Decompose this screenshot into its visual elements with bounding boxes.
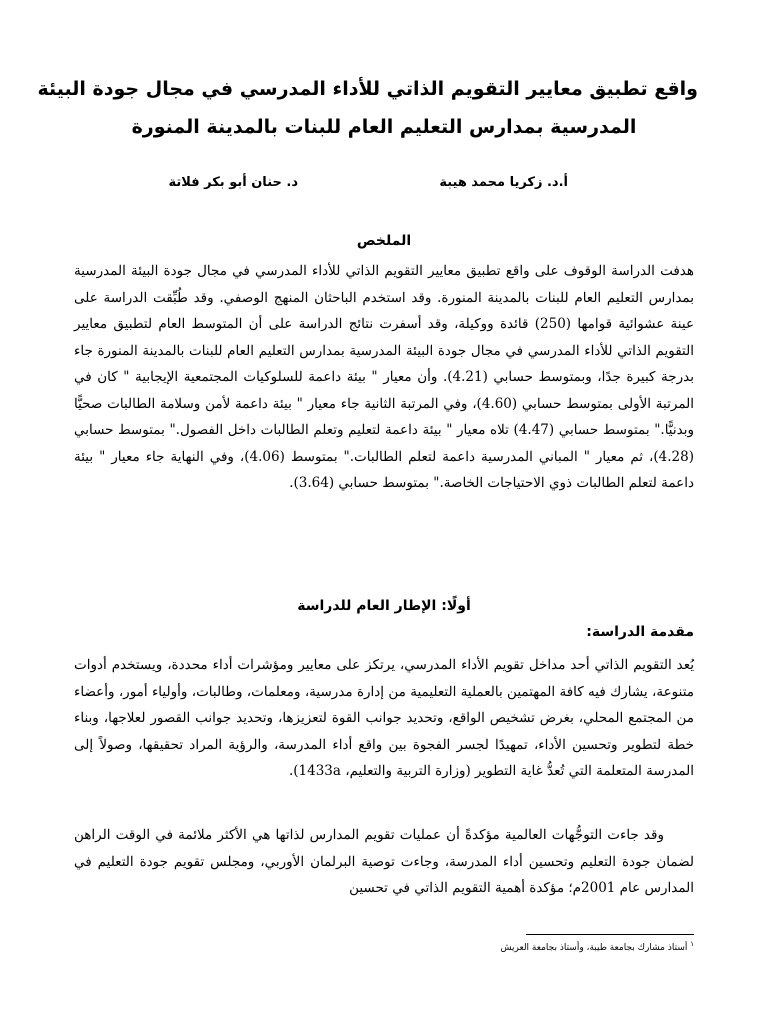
footnote (501, 940, 694, 953)
section-heading: أولًا: الإطار العام للدراسة (297, 598, 471, 614)
intro-subheading: مقدمة الدراسة: (586, 624, 694, 640)
intro-paragraph-2: وقد جاءت التوجُّهات العالمية مؤكدةً أن عمليات تقويم المدارس لذاتها هي الأكثر ملائمة في الوقت الراهن لضمان جودة التعليم وتحسين أداء المدرسة، وجاءت توصية البرلمان الأوربي، ومجلس تقويم جودة التعليم في المدارس عام 2001م؛ مؤكدة أهمية التقويم الذاتي في تحسين (74, 827, 694, 896)
paper-title (37, 70, 698, 146)
abstract-heading: الملخص (356, 233, 412, 249)
intro-paragraph-1: يُعد التقويم الذاتي أحد مداخل تقويم الأداء المدرسي، يرتكز على معايير ومؤشرات أداء محددة، ويستخدم أدوات متنوعة، يشارك فيه كافة المهتمين بالعملية التعليمية من إدارة مدرسية، ومعلمات، وطالبات، وأولياء أمور، وأعضاء من المجتمع المحلي، بغرض تشخيص الواقع، وتحديد جوانب القوة لتعزيزها، وتحديد جوانب القصور لعلاجها، وبناء خطة لتطوير وتحسين الأداء، تمهيدًا لجسر الفجوة بين واقع أداء المدرسة، والرؤية المراد تحقيقها، وصولاً إلى المدرسة المتعلمة التي تُعدُّ غاية التطوير (وزارة التربية والتعليم، 1433a). (74, 657, 694, 779)
title-line-1: واقع تطبيق معايير التقويم الذاتي للأداء المدرسي في مجال جودة البيئة (37, 78, 698, 100)
footnote-marker: ١ (690, 940, 694, 948)
footnote-text: أستاذ مشارك بجامعة طيبة، وأستاذ بجامعة العريش (500, 943, 688, 953)
footnote-divider (526, 934, 694, 935)
author-2: د. حنان أبو بكر فلاتة (168, 175, 298, 190)
author-row (0, 175, 768, 195)
author-1: أ.د. زكريا محمد هيبة (439, 175, 568, 190)
title-line-2: المدرسية بمدارس التعليم العام للبنات بالمدينة المنورة (131, 116, 637, 138)
abstract-text: هدفت الدراسة الوقوف على واقع تطبيق معايير التقويم الذاتي للأداء المدرسي في مجال جودة البيئة المدرسية بمدارس التعليم العام للبنات بالمدينة المنورة. وقد استخدم الباحثان المنهج الوصفي. وقد طُبِّقت الدراسة على عينة عشوائية قوامها (250) قائدة ووكيلة، وقد أسفرت نتائج الدراسة على أن المتوسط العام لتطبيق معايير التقويم الذاتي للأداء المدرسي في مجال جودة البيئة المدرسية بمدارس التعليم العام للبنات بالمدينة المنورة جاء بدرجة كبيرة جدًا، وبمتوسط حسابي (4.21). وأن معيار " بيئة داعمة للسلوكيات المجتمعية الإيجابية " كان في المرتبة الأولى بمتوسط حسابي (4.60)، وفي المرتبة الثانية جاء معيار " بيئة داعمة لأمن وسلامة الطالبات صحيًّا وبدنيًّا." بمتوسط حسابي (4.47) تلاه معيار " بيئة داعمة لتعليم وتعلم الطالبات داخل الفصول." بمتوسط حسابي (4.28)، ثم معيار " المباني المدرسية داعمة لتعلم الطالبات." بمتوسط (4.06)، وفي النهاية جاء معيار " بيئة داعمة لتعلم الطالبات ذوي الاحتياجات الخاصة." بمتوسط حسابي (3.64). (74, 263, 694, 491)
